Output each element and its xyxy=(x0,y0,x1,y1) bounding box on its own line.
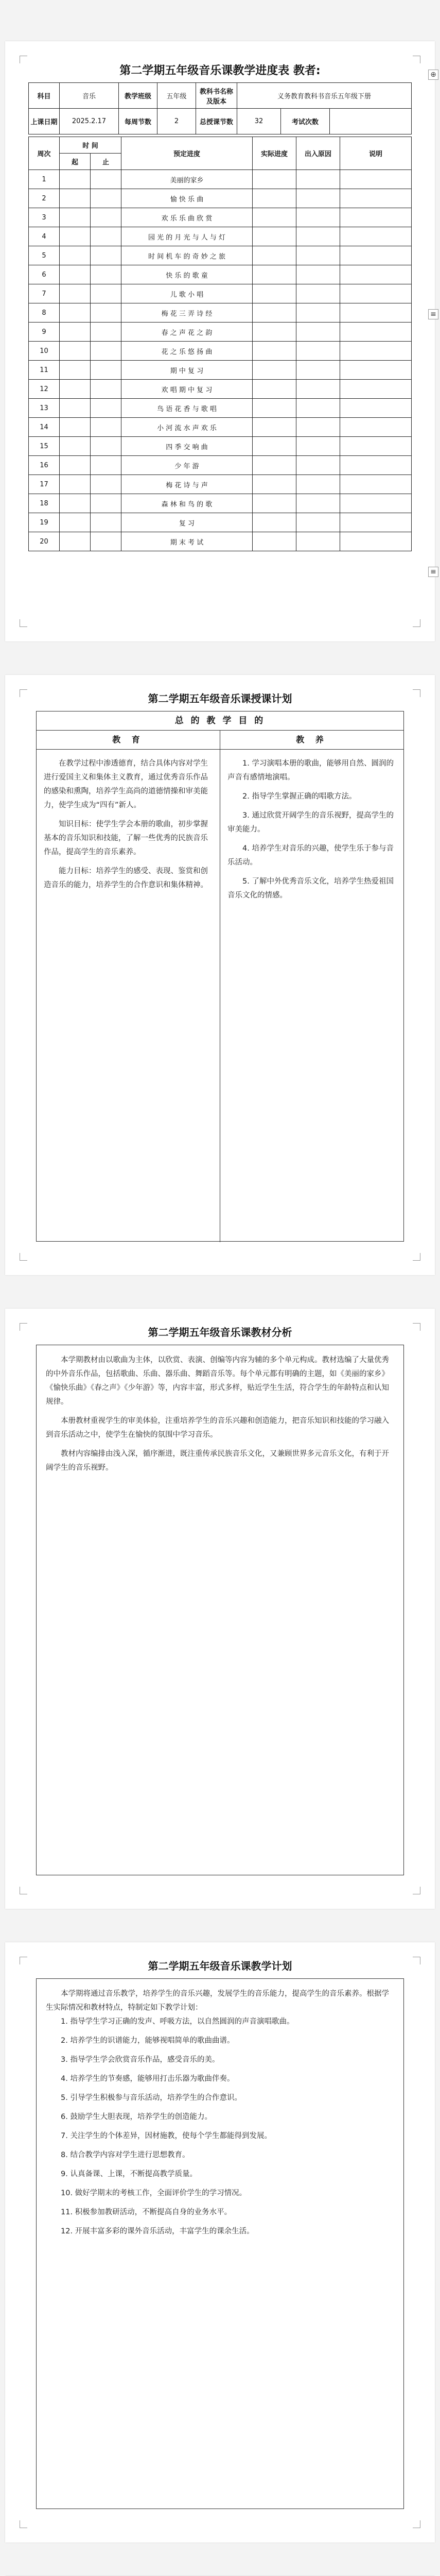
week-cell: 12 xyxy=(29,380,60,399)
paragraph: 本学期教材由以歌曲为主体，以欣赏、表演、创编等内容为辅的多个单元构成。教材选编了大量优秀的中外音乐作品，包括歌曲、乐曲、器乐曲、舞蹈音乐等。每个单元都有明确的主题，如《美丽的家乡》《愉快乐曲》《春之声》《少年游》等，内容丰富，形式多样，贴近学生生活，符合学生的年龄特点和认知规律。 xyxy=(46,1356,389,1406)
textbook-value: 义务教育教科书音乐五年级下册 xyxy=(237,83,412,109)
note-header: 说明 xyxy=(340,137,412,170)
page-2 xyxy=(5,675,435,1275)
to-cell xyxy=(91,208,121,227)
weekly-label: 每周节数 xyxy=(119,109,157,134)
plan-item: 3. 指导学生学会欣赏音乐作品，感受音乐的美。 xyxy=(61,2056,220,2064)
diff-cell xyxy=(296,456,340,475)
exam-value xyxy=(330,109,412,134)
from-cell xyxy=(60,418,91,437)
diff-cell xyxy=(296,475,340,494)
week-cell: 9 xyxy=(29,323,60,342)
week-cell: 5 xyxy=(29,246,60,265)
textbook-label: 教科书名称及版本 xyxy=(196,83,237,109)
table-row xyxy=(29,399,412,418)
actual-cell xyxy=(253,513,296,532)
diff-cell xyxy=(296,189,340,208)
weekly-value: 2 xyxy=(157,109,196,134)
week-cell: 16 xyxy=(29,456,60,475)
table-row xyxy=(29,342,412,361)
plan-box-title: 总 的 教 学 目 的 xyxy=(37,711,403,731)
note-cell xyxy=(340,265,412,284)
from-cell xyxy=(60,189,91,208)
plan-cell: 园 光 的 月 光 与 人 与 灯 xyxy=(121,227,253,246)
week-cell: 8 xyxy=(29,303,60,323)
note-cell xyxy=(340,323,412,342)
table-row xyxy=(29,246,412,265)
note-cell xyxy=(340,208,412,227)
plan-item: 7. 关注学生的个体差异，因材施教，使每个学生都能得到发展。 xyxy=(61,2132,272,2140)
edu-col-header: 教 育 xyxy=(37,731,220,749)
plan-cell: 小 河 流 水 声 欢 乐 xyxy=(121,418,253,437)
start-date-label: 上课日期 xyxy=(29,109,60,134)
note-cell xyxy=(340,189,412,208)
to-cell xyxy=(91,284,121,303)
table-row xyxy=(29,227,412,246)
note-cell xyxy=(340,361,412,380)
from-cell xyxy=(60,208,91,227)
page-corner-marker xyxy=(413,1887,420,1894)
planned-header: 预定进度 xyxy=(121,137,253,170)
class-label: 教学班级 xyxy=(119,83,157,109)
actual-cell xyxy=(253,342,296,361)
diff-cell xyxy=(296,246,340,265)
plan-item: 12. 开展丰富多彩的课外音乐活动，丰富学生的课余生活。 xyxy=(61,2227,254,2235)
from-cell xyxy=(60,494,91,513)
table-row xyxy=(29,361,412,380)
to-cell xyxy=(91,189,121,208)
note-cell xyxy=(340,475,412,494)
from-cell xyxy=(60,456,91,475)
from-cell xyxy=(60,170,91,189)
diff-cell xyxy=(296,323,340,342)
note-cell xyxy=(340,380,412,399)
actual-cell xyxy=(253,265,296,284)
table-row xyxy=(29,303,412,323)
plan-columns-header xyxy=(37,731,403,750)
page-title: 第二学期五年级音乐课教学计划 xyxy=(148,1960,292,1972)
plan-cell: 四 季 交 响 曲 xyxy=(121,437,253,456)
plan-cell: 少 年 游 xyxy=(121,456,253,475)
note-cell xyxy=(340,532,412,551)
from-cell xyxy=(60,513,91,532)
actual-header: 实际进度 xyxy=(253,137,296,170)
table-row xyxy=(29,494,412,513)
table-row xyxy=(29,380,412,399)
to-cell xyxy=(91,494,121,513)
from-cell xyxy=(60,361,91,380)
to-cell xyxy=(91,170,121,189)
week-cell: 4 xyxy=(29,227,60,246)
schedule-table xyxy=(28,137,412,551)
table-row xyxy=(29,513,412,532)
week-cell: 13 xyxy=(29,399,60,418)
diff-cell xyxy=(296,361,340,380)
diff-cell xyxy=(296,284,340,303)
note-cell xyxy=(340,418,412,437)
plan-item: 1. 指导学生学习正确的发声、呼吸方法，以自然圆润的声音演唱歌曲。 xyxy=(61,2018,294,2026)
actual-cell xyxy=(253,418,296,437)
from-cell xyxy=(60,265,91,284)
table-row xyxy=(29,475,412,494)
time-header: 时 间 xyxy=(60,137,121,154)
teaching-plan-box xyxy=(36,1978,404,2509)
week-header: 周次 xyxy=(29,137,60,170)
from-cell xyxy=(60,227,91,246)
paragraph: 本册教材重视学生的审美体验，注重培养学生的音乐兴趣和创造能力，把音乐知识和技能的学习融入到音乐活动之中，使学生在愉快的氛围中学习音乐。 xyxy=(46,1417,389,1439)
exam-label: 考试次数 xyxy=(281,109,330,134)
plan-item: 5. 引导学生积极参与音乐活动，培养学生的合作意识。 xyxy=(61,2094,242,2102)
to-cell xyxy=(91,246,121,265)
to-cell xyxy=(91,323,121,342)
plan-item: 4. 培养学生的节奏感，能够用打击乐器为歌曲伴奏。 xyxy=(61,2075,235,2083)
plan-cell: 时 间 机 车 的 奇 妙 之 旅 xyxy=(121,246,253,265)
table-row xyxy=(29,323,412,342)
from-cell xyxy=(60,246,91,265)
plan-item: 2. 培养学生的识谱能力，能够视唱简单的歌曲曲谱。 xyxy=(61,2037,235,2045)
to-cell xyxy=(91,437,121,456)
from-cell xyxy=(60,303,91,323)
train-col-header: 教 养 xyxy=(296,735,328,744)
table-row xyxy=(29,265,412,284)
to-header: 止 xyxy=(91,154,121,170)
diff-cell xyxy=(296,227,340,246)
edu-col-body xyxy=(37,750,220,1242)
diff-cell xyxy=(296,380,340,399)
page-4 xyxy=(5,1942,435,2543)
table-row xyxy=(29,170,412,189)
schedule-rows xyxy=(29,170,412,551)
diff-header: 出入原因 xyxy=(296,137,340,170)
from-cell xyxy=(60,532,91,551)
paragraph: 在教学过程中渗透德育，结合具体内容对学生进行爱国主义和集体主义教育，通过优秀音乐作品的感染和熏陶，培养学生高尚的道德情操和审美能力，使学生成为“四有”新人。 xyxy=(44,759,208,809)
paragraph: 教材内容编排由浅入深，循序渐进，既注重传承民族音乐文化，又兼顾世界多元音乐文化，有利于开阔学生的音乐视野。 xyxy=(46,1450,389,1472)
table-row xyxy=(29,189,412,208)
actual-cell xyxy=(253,361,296,380)
actual-cell xyxy=(253,532,296,551)
note-cell xyxy=(340,494,412,513)
paragraph: 4. 培养学生对音乐的兴趣，使学生乐于参与音乐活动。 xyxy=(227,844,394,867)
total-value: 32 xyxy=(237,109,281,134)
week-cell: 19 xyxy=(29,513,60,532)
diff-cell xyxy=(296,170,340,189)
page-corner-marker xyxy=(413,2520,420,2528)
diff-cell xyxy=(296,208,340,227)
week-cell: 11 xyxy=(29,361,60,380)
page-corner-marker xyxy=(20,619,27,627)
paragraph: 3. 通过欣赏开阔学生的音乐视野，提高学生的审美能力。 xyxy=(227,811,394,834)
paragraph: 5. 了解中外优秀音乐文化，培养学生热爱祖国音乐文化的情感。 xyxy=(227,877,394,900)
plan-item: 8. 结合教学内容对学生进行思想教育。 xyxy=(61,2151,190,2159)
plan-item: 6. 鼓励学生大胆表现，培养学生的创造能力。 xyxy=(61,2113,212,2121)
actual-cell xyxy=(253,437,296,456)
note-cell xyxy=(340,170,412,189)
week-cell: 18 xyxy=(29,494,60,513)
to-cell xyxy=(91,399,121,418)
table-row xyxy=(29,284,412,303)
to-cell xyxy=(91,532,121,551)
actual-cell xyxy=(253,227,296,246)
table-row xyxy=(29,437,412,456)
plan-cell: 森 林 和 鸟 的 歌 xyxy=(121,494,253,513)
to-cell xyxy=(91,227,121,246)
plan-cell: 美丽的家乡 xyxy=(121,170,253,189)
diff-cell xyxy=(296,494,340,513)
page-corner-marker xyxy=(20,1887,27,1894)
note-cell xyxy=(340,342,412,361)
plan-cell: 花 之 乐 悠 扬 曲 xyxy=(121,342,253,361)
diff-cell xyxy=(296,418,340,437)
table-row xyxy=(29,418,412,437)
week-cell: 7 xyxy=(29,284,60,303)
from-cell xyxy=(60,380,91,399)
subject-value: 音乐 xyxy=(60,83,119,109)
total-label: 总授课节数 xyxy=(196,109,237,134)
week-cell: 1 xyxy=(29,170,60,189)
actual-cell xyxy=(253,303,296,323)
diff-cell xyxy=(296,513,340,532)
week-cell: 2 xyxy=(29,189,60,208)
week-cell: 3 xyxy=(29,208,60,227)
sidebar-tool-icon[interactable]: ≡ xyxy=(428,309,438,319)
table-row xyxy=(29,532,412,551)
week-cell: 15 xyxy=(29,437,60,456)
diff-cell xyxy=(296,265,340,284)
page-corner-marker xyxy=(413,619,420,627)
plan-cell: 欢 唱 期 中 复 习 xyxy=(121,380,253,399)
to-cell xyxy=(91,475,121,494)
actual-cell xyxy=(253,170,296,189)
plan-cell: 梅 花 三 弄 诗 经 xyxy=(121,303,253,323)
plan-item: 10. 做好学期末的考核工作，全面评价学生的学习情况。 xyxy=(61,2189,247,2197)
plan-cell: 梅 花 诗 与 声 xyxy=(121,475,253,494)
plan-cell: 期 中 复 习 xyxy=(121,361,253,380)
note-cell xyxy=(340,284,412,303)
from-header: 起 xyxy=(60,154,91,170)
plan-cell: 欢 乐 乐 曲 欣 赏 xyxy=(121,208,253,227)
week-cell: 10 xyxy=(29,342,60,361)
from-cell xyxy=(60,399,91,418)
plan-cell: 儿 歌 小 唱 xyxy=(121,284,253,303)
from-cell xyxy=(60,475,91,494)
to-cell xyxy=(91,361,121,380)
actual-cell xyxy=(253,284,296,303)
note-cell xyxy=(340,303,412,323)
page-title: 第二学期五年级音乐课教材分析 xyxy=(148,1326,292,1338)
note-cell xyxy=(340,399,412,418)
paragraph: 能力目标：培养学生的感受、表现、鉴赏和创造音乐的能力，培养学生的合作意识和集体精神。 xyxy=(44,867,208,889)
page-3 xyxy=(5,1309,435,1909)
schedule-meta-table xyxy=(28,82,412,134)
from-cell xyxy=(60,342,91,361)
diff-cell xyxy=(296,532,340,551)
week-cell: 20 xyxy=(29,532,60,551)
to-cell xyxy=(91,513,121,532)
diff-cell xyxy=(296,399,340,418)
table-row xyxy=(29,208,412,227)
actual-cell xyxy=(253,246,296,265)
to-cell xyxy=(91,456,121,475)
actual-cell xyxy=(253,208,296,227)
plan-box xyxy=(36,711,404,1242)
subject-label: 科目 xyxy=(29,83,60,109)
note-cell xyxy=(340,437,412,456)
analysis-box xyxy=(36,1345,404,1875)
plan-cell: 鸟 语 花 香 与 歌 唱 xyxy=(121,399,253,418)
plan-cell: 期 末 考 试 xyxy=(121,532,253,551)
from-cell xyxy=(60,437,91,456)
train-col-body xyxy=(220,750,403,1242)
plan-item: 11. 积极参加教研活动，不断提高自身的业务水平。 xyxy=(61,2208,232,2216)
actual-cell xyxy=(253,323,296,342)
page-corner-marker xyxy=(20,1253,27,1261)
actual-cell xyxy=(253,380,296,399)
class-value: 五年级 xyxy=(157,83,196,109)
plan-columns-body xyxy=(37,750,403,1242)
week-cell: 14 xyxy=(29,418,60,437)
from-cell xyxy=(60,284,91,303)
note-cell xyxy=(340,513,412,532)
to-cell xyxy=(91,380,121,399)
sidebar-tool-icon[interactable]: ≡ xyxy=(428,567,438,577)
diff-cell xyxy=(296,342,340,361)
to-cell xyxy=(91,265,121,284)
plan-item: 9. 认真备课、上课，不断提高教学质量。 xyxy=(61,2170,197,2178)
sidebar-tool-icon[interactable]: ⊕ xyxy=(428,70,438,80)
page-1 xyxy=(5,41,435,641)
actual-cell xyxy=(253,475,296,494)
plan-cell: 愉 快 乐 曲 xyxy=(121,189,253,208)
page-corner-marker xyxy=(20,2520,27,2528)
plan-cell: 复 习 xyxy=(121,513,253,532)
paragraph: 1. 学习演唱本册的歌曲，能够用自然、圆润的声音有感情地演唱。 xyxy=(227,759,394,782)
to-cell xyxy=(91,303,121,323)
plan-intro: 本学期将通过音乐教学，培养学生的音乐兴趣，发展学生的音乐能力，提高学生的音乐素养。根据学生实际情况和教材特点，特制定如下教学计划： xyxy=(46,1990,389,2012)
table-row xyxy=(29,456,412,475)
note-cell xyxy=(340,227,412,246)
actual-cell xyxy=(253,494,296,513)
paragraph: 知识目标：使学生学会本册的歌曲，初步掌握基本的音乐知识和技能，了解一些优秀的民族音乐作品，提高学生的音乐素养。 xyxy=(44,820,208,856)
note-cell xyxy=(340,456,412,475)
diff-cell xyxy=(296,303,340,323)
plan-cell: 快 乐 的 歌 童 xyxy=(121,265,253,284)
to-cell xyxy=(91,418,121,437)
paragraph: 2. 指导学生掌握正确的唱歌方法。 xyxy=(242,792,357,801)
start-date-value: 2025.2.17 xyxy=(60,109,119,134)
actual-cell xyxy=(253,399,296,418)
from-cell xyxy=(60,323,91,342)
actual-cell xyxy=(253,189,296,208)
diff-cell xyxy=(296,437,340,456)
plan-cell: 春 之 声 花 之 韵 xyxy=(121,323,253,342)
page-title: 第二学期五年级音乐课授课计划 xyxy=(148,692,292,705)
actual-cell xyxy=(253,456,296,475)
note-cell xyxy=(340,246,412,265)
page-corner-marker xyxy=(413,1253,420,1261)
page-title: 第二学期五年级音乐课教学进度表 教者: xyxy=(119,64,321,77)
to-cell xyxy=(91,342,121,361)
week-cell: 6 xyxy=(29,265,60,284)
week-cell: 17 xyxy=(29,475,60,494)
